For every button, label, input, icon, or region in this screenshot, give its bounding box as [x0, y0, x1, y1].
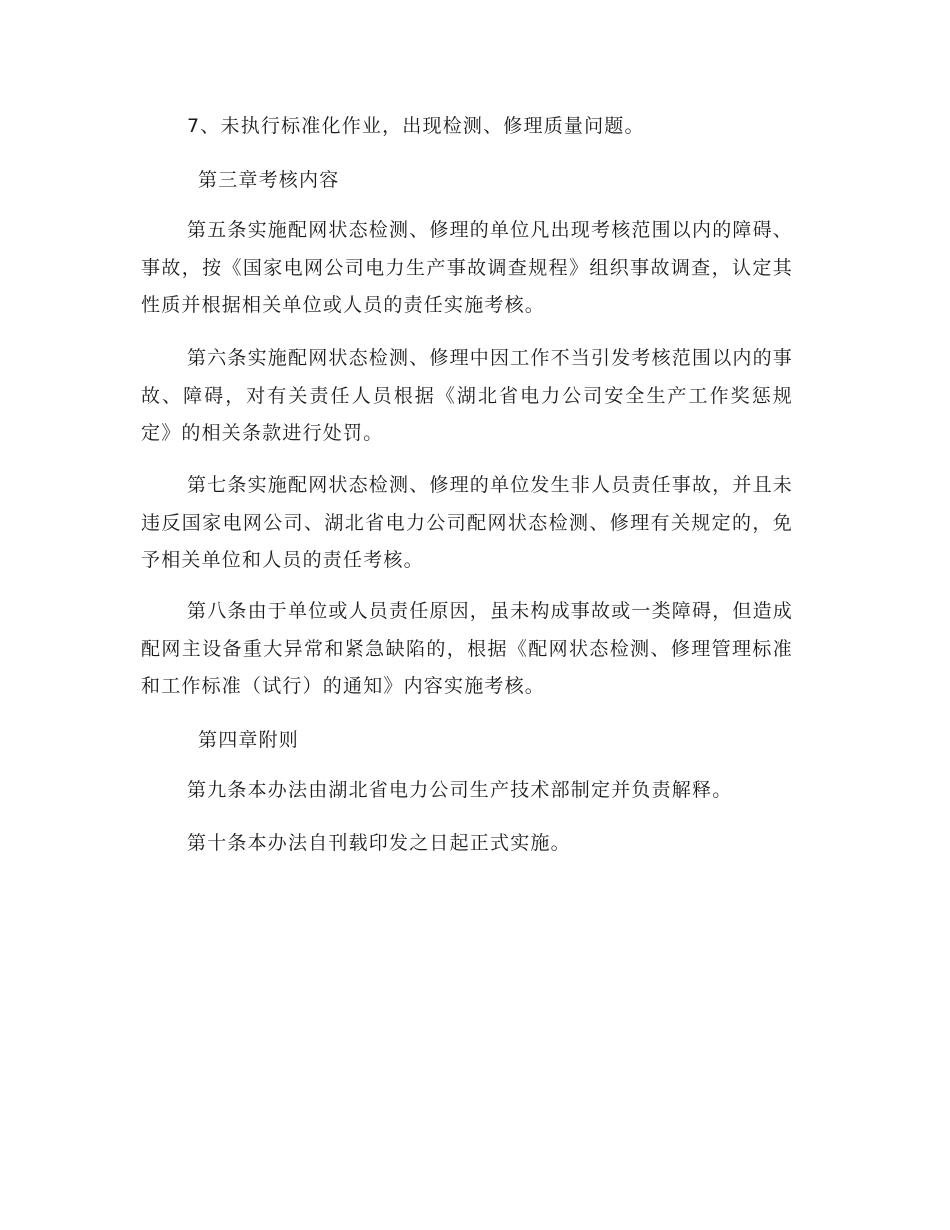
- chapter-4-heading: 第四章附则: [198, 729, 300, 751]
- article-6-paragraph: 第六条实施配网状态检测、修理中因工作不当引发考核范围以内的事故、障碍，对有关责任人员根据《湖北省电力公司安全生产工作奖惩规定》的相关条款进行处罚。: [141, 347, 794, 444]
- chapter-3-heading: 第三章考核内容: [198, 169, 340, 191]
- article-7-paragraph: 第七条实施配网状态检测、修理的单位发生非人员责任事故，并且未违反国家电网公司、湖北省电力公司配网状态检测、修理有关规定的，免予相关单位和人员的责任考核。: [141, 474, 794, 571]
- item-7-paragraph: 7、未执行标准化作业，出现检测、修理质量问题。: [187, 115, 645, 137]
- article-8-paragraph: 第八条由于单位或人员责任原因，虽未构成事故或一类障碍，但造成配网主设备重大异常和紧急缺陷的，根据《配网状态检测、修理管理标准和工作标准（试行）的通知》内容实施考核。: [141, 600, 794, 697]
- article-9-paragraph: 第九条本办法由湖北省电力公司生产技术部制定并负责解释。: [187, 779, 733, 801]
- article-10-paragraph: 第十条本办法自刊载印发之日起正式实施。: [187, 832, 571, 854]
- article-5-paragraph: 第五条实施配网状态检测、修理的单位凡出现考核范围以内的障碍、事故，按《国家电网公司电力生产事故调查规程》组织事故调查，认定其性质并根据相关单位或人员的责任实施考核。: [141, 219, 794, 316]
